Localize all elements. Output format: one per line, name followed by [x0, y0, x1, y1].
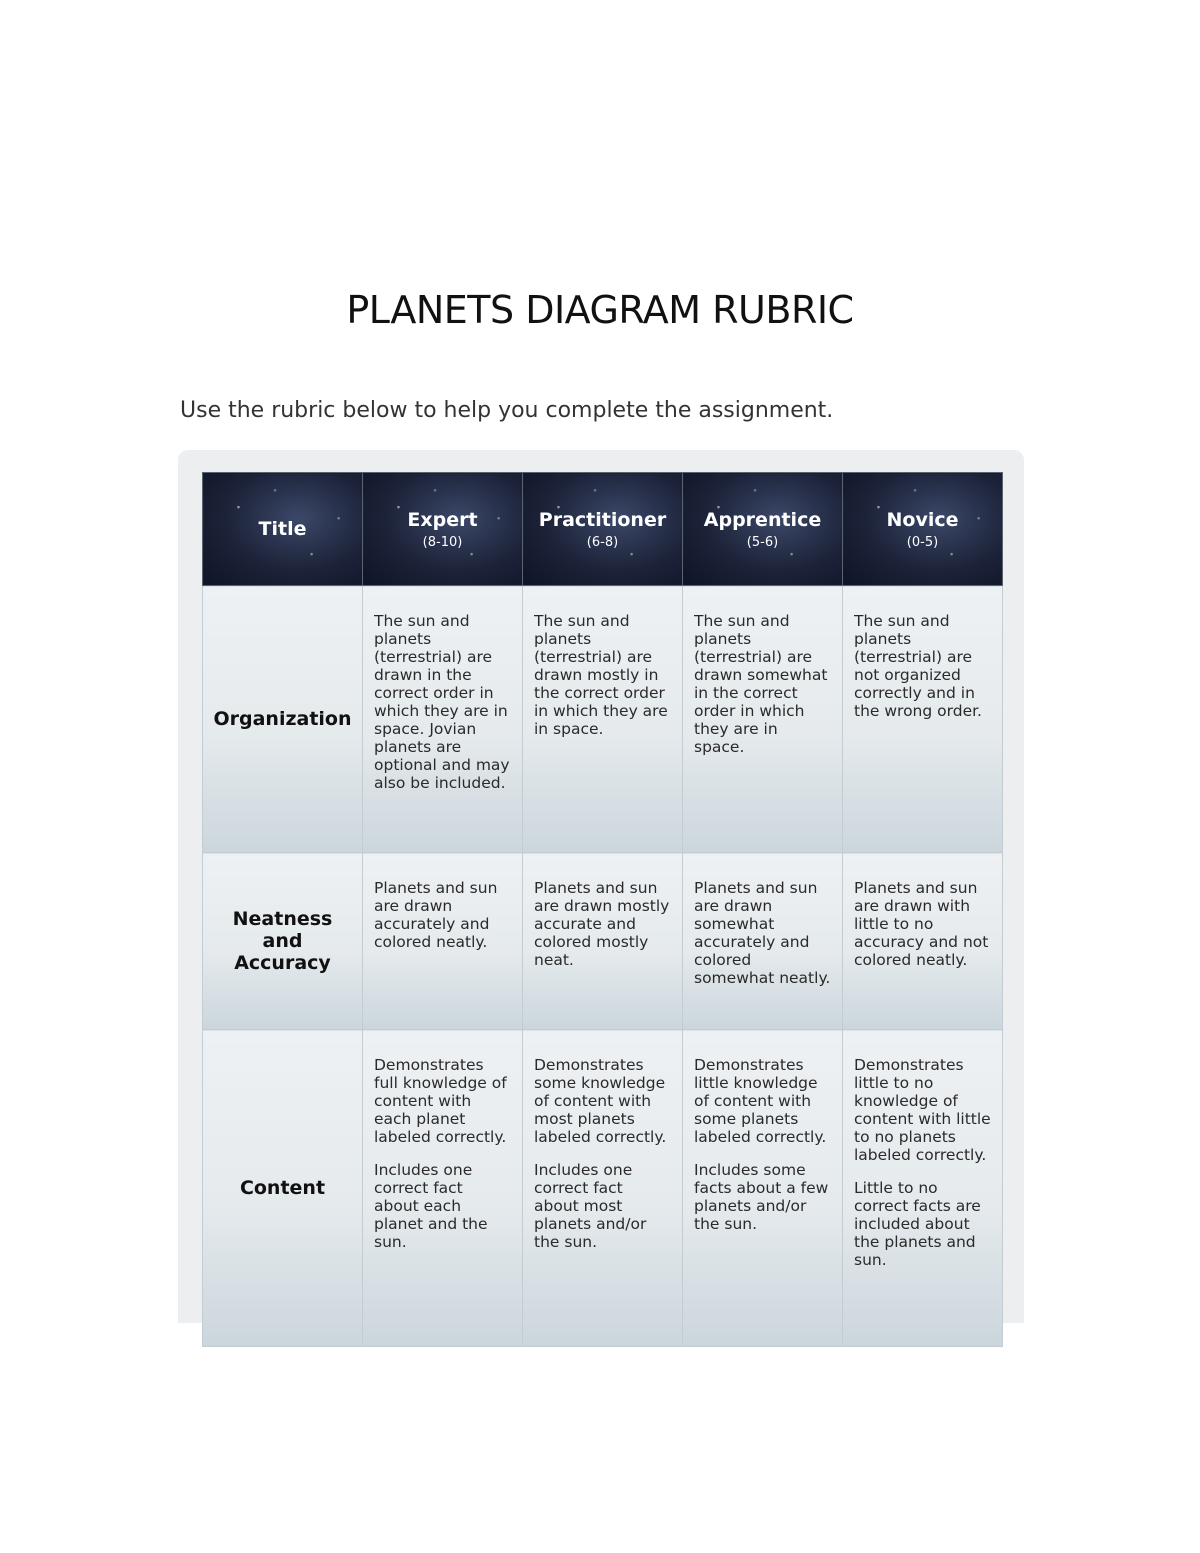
- cell-organization-expert: [363, 586, 523, 853]
- cell-organization-novice: [843, 586, 1003, 853]
- cell-text: The sun and planets (terrestrial) are drawn in the correct order in which they are in space. Jovian planets are optional and may also be included.: [374, 612, 510, 792]
- cell-text: Demonstrates full knowledge of content with each planet labeled correctly.: [374, 1056, 507, 1146]
- cell-neatness-novice: [843, 853, 1003, 1030]
- cell-text: Little to no correct facts are included about the planets and sun.: [854, 1179, 981, 1269]
- cell-text: The sun and planets (terrestrial) are drawn mostly in the correct order in which they are in space.: [534, 612, 668, 738]
- cell-text: Demonstrates little knowledge of content with some planets labeled correctly.: [694, 1056, 827, 1146]
- cell-text: Planets and sun are drawn with little to no accuracy and not colored neatly.: [854, 879, 989, 969]
- cell-text: Includes one correct fact about each planet and the sun.: [374, 1161, 488, 1251]
- rubric-row-neatness: [203, 853, 1003, 1030]
- rubric-header-row: [203, 473, 1003, 586]
- level-range: (0-5): [906, 534, 939, 550]
- cell-organization-apprentice: [683, 586, 843, 853]
- level-range: (6-8): [586, 534, 619, 550]
- cell-text: Planets and sun are drawn accurately and colored neatly.: [374, 879, 498, 951]
- header-title: Title: [203, 473, 363, 586]
- cell-content-apprentice: [683, 1030, 843, 1347]
- cell-content-practitioner: [523, 1030, 683, 1347]
- rubric-row-organization: [203, 586, 1003, 853]
- cell-neatness-expert: [363, 853, 523, 1030]
- instructions-text: Use the rubric below to help you complete the assignment.: [180, 398, 834, 423]
- rubric-table: [202, 472, 1003, 1347]
- cell-text: Includes some facts about a few planets and/or the sun.: [694, 1161, 829, 1233]
- cell-text: Demonstrates some knowledge of content with most planets labeled correctly.: [534, 1056, 667, 1146]
- page-title: PLANETS DIAGRAM RUBRIC: [346, 288, 854, 332]
- cell-content-novice: [843, 1030, 1003, 1347]
- cell-text: The sun and planets (terrestrial) are drawn somewhat in the correct order in which they are in space.: [694, 612, 828, 756]
- level-name: Practitioner: [538, 508, 667, 531]
- cell-neatness-practitioner: [523, 853, 683, 1030]
- cell-organization-practitioner: [523, 586, 683, 853]
- level-name: Novice: [886, 508, 959, 531]
- header-apprentice: [683, 473, 843, 586]
- cell-text: The sun and planets (terrestrial) are not organized correctly and in the wrong order.: [854, 612, 982, 720]
- header-novice: [843, 473, 1003, 586]
- cell-neatness-apprentice: [683, 853, 843, 1030]
- level-range: (8-10): [422, 534, 463, 550]
- level-name: Apprentice: [703, 508, 822, 531]
- criterion-organization: Organization: [203, 586, 363, 853]
- cell-text: Includes one correct fact about most planets and/or the sun.: [534, 1161, 647, 1251]
- cell-text: Demonstrates little to no knowledge of content with little to no planets labeled correctly.: [854, 1056, 991, 1164]
- cell-content-expert: [363, 1030, 523, 1347]
- criterion-neatness: Neatness and Accuracy: [203, 853, 363, 1030]
- criterion-content: Content: [203, 1030, 363, 1347]
- cell-text: Planets and sun are drawn somewhat accurately and colored somewhat neatly.: [694, 879, 831, 987]
- level-name: Expert: [407, 508, 478, 531]
- level-range: (5-6): [746, 534, 779, 550]
- rubric-row-content: [203, 1030, 1003, 1347]
- cell-text: Planets and sun are drawn mostly accurate and colored mostly neat.: [534, 879, 670, 969]
- header-expert: [363, 473, 523, 586]
- header-practitioner: [523, 473, 683, 586]
